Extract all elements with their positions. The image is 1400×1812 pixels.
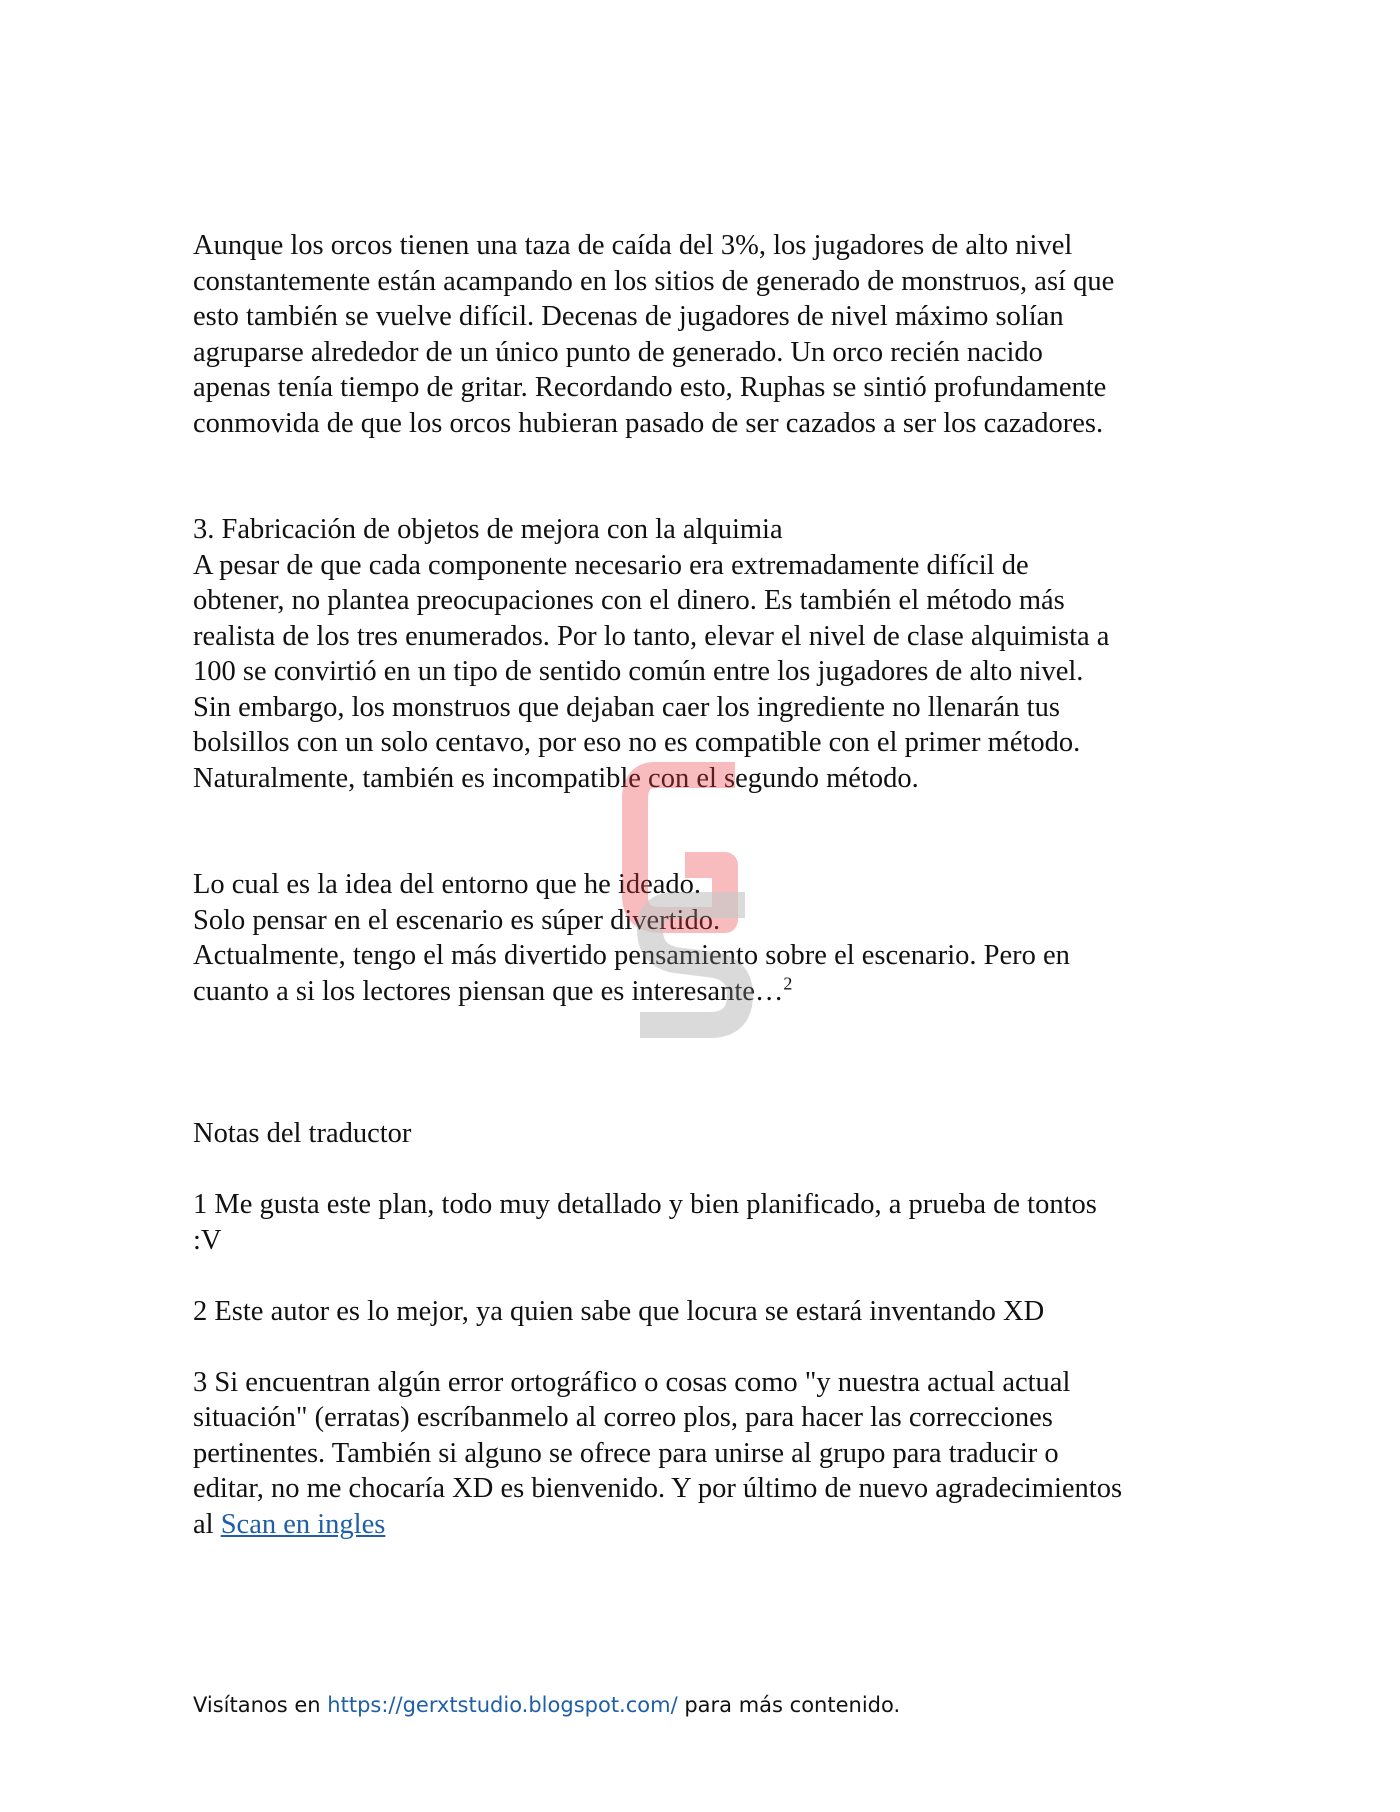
document-body — [193, 228, 1223, 1542]
text-line: 100 se convirtió en un tipo de sentido común entre los jugadores de alto nivel. — [193, 656, 1084, 687]
text-fragment: al — [193, 1508, 221, 1540]
translator-notes-title — [193, 1116, 1223, 1152]
text-line: 1 Me gusta este plan, todo muy detallado y bien planificado, a prueba de tontos — [193, 1189, 1097, 1220]
spacer — [193, 1152, 1223, 1188]
paragraph-orcs — [193, 228, 1223, 441]
text-line: Solo pensar en el escenario es súper divertido. — [193, 904, 721, 936]
text-fragment: cuanto a si los lectores piensan que es interesante… — [193, 975, 784, 1007]
footnote-marker: 2 — [783, 973, 793, 993]
note-1 — [193, 1187, 1223, 1258]
blog-url-link[interactable]: https://gerxtstudio.blogspot.com/ — [327, 1693, 678, 1717]
text-line: bolsillos con un solo centavo, por eso no es compatible con el primer método. — [193, 727, 1081, 758]
text-line: Sin embargo, los monstruos que dejaban caer los ingrediente no llenarán tus — [193, 691, 1060, 723]
text-line: situación" (erratas) escríbanmelo al correo plos, para hacer las correcciones — [193, 1402, 1053, 1433]
section-alchemy — [193, 512, 1223, 796]
spacer — [193, 1009, 1223, 1116]
text-line: 2 Este autor es lo mejor, ya quien sabe que locura se estará inventando XD — [193, 1295, 1045, 1327]
spacer — [193, 1329, 1223, 1365]
text-line: agruparse alrededor de un único punto de generado. Un orco recién nacido — [193, 336, 1043, 368]
text-line: editar, no me chocaría XD es bienvenido. Y por último de nuevo agradecimientos — [193, 1473, 1123, 1504]
scan-en-ingles-link[interactable]: Scan en ingles — [220, 1508, 386, 1540]
text-line — [193, 1507, 1223, 1543]
footer-visit-line — [193, 1693, 900, 1717]
text-line: Naturalmente, también es incompatible con el segundo método. — [193, 762, 919, 794]
text-line: :V — [193, 1224, 222, 1256]
note-2 — [193, 1294, 1223, 1330]
spacer — [193, 1258, 1223, 1294]
footer-suffix: para más contenido. — [677, 1693, 901, 1717]
spacer — [193, 441, 1223, 512]
spacer — [193, 796, 1223, 867]
paragraph-setting-idea — [193, 867, 1223, 1009]
text-line: conmovida de que los orcos hubieran pasado de ser cazados a ser los cazadores. — [193, 407, 1104, 439]
text-line: 3 Si encuentran algún error ortográfico o cosas como "y nuestra actual actual — [193, 1366, 1071, 1398]
text-line: obtener, no plantea preocupaciones con el dinero. Es también el método más — [193, 585, 1065, 616]
footer-prefix: Visítanos en — [193, 1693, 328, 1717]
text-line: pertinentes. También si alguno se ofrece para unirse al grupo para traducir o — [193, 1437, 1059, 1469]
text-line — [193, 974, 1223, 1010]
text-line: Lo cual es la idea del entorno que he ideado. — [193, 869, 702, 900]
section-heading: 3. Fabricación de objetos de mejora con la alquimia — [193, 514, 783, 545]
text-line: esto también se vuelve difícil. Decenas de jugadores de nivel máximo solían — [193, 301, 1064, 332]
text-line: apenas tenía tiempo de gritar. Recordando esto, Ruphas se sintió profundamente — [193, 372, 1107, 403]
notes-heading: Notas del traductor — [193, 1118, 412, 1149]
text-line: Aunque los orcos tienen una taza de caída del 3%, los jugadores de alto nivel — [193, 230, 1073, 261]
text-line: realista de los tres enumerados. Por lo tanto, elevar el nivel de clase alquimista a — [193, 620, 1110, 652]
text-line: constantemente están acampando en los sitios de generado de monstruos, así que — [193, 265, 1115, 297]
text-line: Actualmente, tengo el más divertido pensamiento sobre el escenario. Pero en — [193, 940, 1070, 971]
note-3 — [193, 1365, 1223, 1543]
text-line: A pesar de que cada componente necesario era extremadamente difícil de — [193, 549, 1029, 581]
